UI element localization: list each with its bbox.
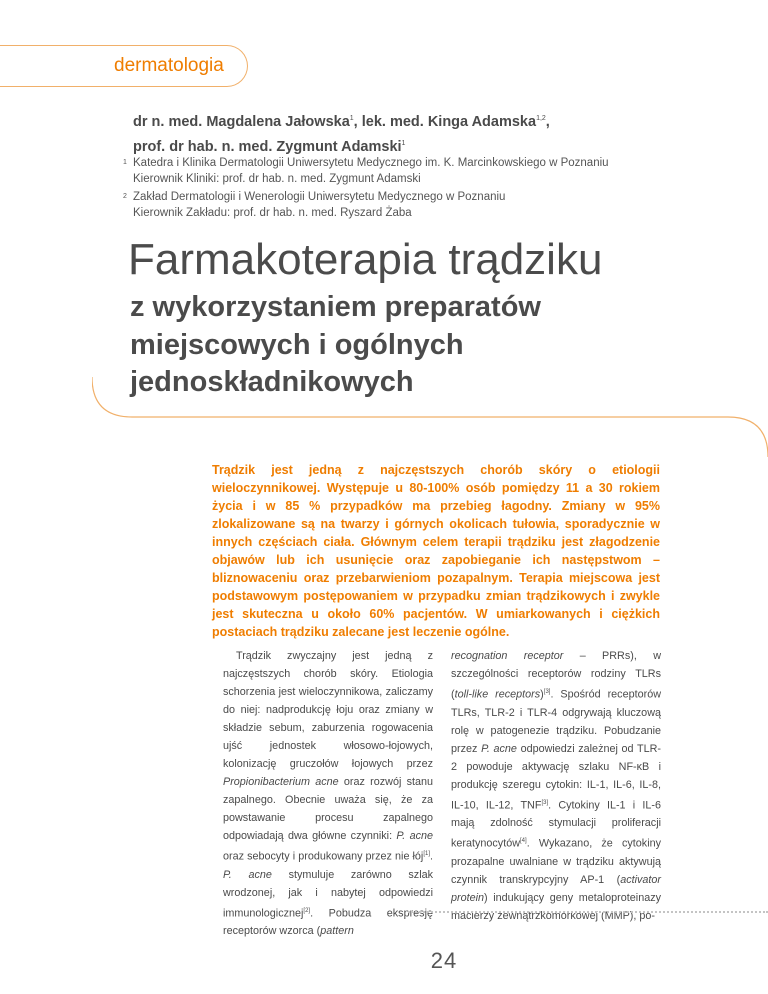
section-label: dermatologia xyxy=(114,55,224,76)
italic-term: recognation receptor xyxy=(451,650,564,662)
author-name: prof. dr hab. n. med. Zygmunt Adamski xyxy=(133,138,402,155)
author-name: , lek. med. Kinga Adamska xyxy=(353,113,537,130)
article-title: Farmakoterapia trądziku xyxy=(128,235,603,284)
body-column-right xyxy=(451,647,661,925)
affiliation-mark: 1 xyxy=(349,115,354,122)
body-text: . xyxy=(430,850,433,863)
author-list xyxy=(133,108,693,158)
affiliation-head: Kierownik Zakładu: prof. dr hab. n. med. Ryszard Żaba xyxy=(133,207,412,219)
species-name: P. acne xyxy=(396,830,433,842)
body-column-left xyxy=(223,647,433,940)
italic-term: toll-like receptors xyxy=(454,688,541,701)
footer-divider xyxy=(408,911,768,913)
species-name: Propionibacterium acne xyxy=(223,776,339,788)
body-text: . Spośród receptorów TLRs, TLR-2 i TLR-4 odgrywają kluczową rolę w patogenezie trądziku. Pobudzanie przez xyxy=(451,688,661,755)
body-text: . Wykazano, że cytokiny prozapalne uwalniane w trądziku aktywują czynnik transkrypcyjny AP-1 ( xyxy=(451,837,661,886)
citation-ref: [3] xyxy=(541,799,549,806)
affiliation xyxy=(123,155,733,187)
citation-ref: [1] xyxy=(423,851,430,857)
citation-ref: [4] xyxy=(520,838,527,845)
body-text: stymuluje zarówno szlak wrodzonej, jak i nabytej odpowiedzi immunologicznej xyxy=(223,868,433,920)
body-text: ) indukujący geny metaloproteinazy macierzy zewnątrzkomórkowej (MMP), po- xyxy=(451,891,661,922)
abstract: Trądzik jest jedną z najczęstszych chorób skóry o etiologii wieloczynnikowej. Występuje u 80-100% osób pomiędzy 11 a 30 rokiem życia i w 85 % przypadków ma przebieg łagodny. Zmiany w 95% zlokalizowane są na twarzy i górnych okolicach tułowia, sporadycznie w innych częściach ciała. Głównym celem terapii trądziku jest złagodzenie objawów lub ich usunięcie oraz zapobieganie ich następstwom – bliznowaceniu oraz przebarwieniom pozapalnym. Terapia miejscowa jest podstawowym postępowaniem w przypadku zmian trądzikowych i zwykle jest skuteczna u około 60% pacjentów. W umiarkowanych i ciężkich postaciach trądziku zalecane jest leczenie ogólne. xyxy=(212,463,660,639)
decorative-curve xyxy=(92,377,768,457)
affiliation xyxy=(123,189,733,221)
affiliation-institution: Katedra i Klinika Dermatologii Uniwersytetu Medycznego im. K. Marcinkowskiego w Poznaniu xyxy=(133,157,609,169)
author-separator: , xyxy=(545,113,550,130)
species-name: P. acne xyxy=(223,868,272,881)
italic-term: pattern xyxy=(320,925,354,938)
body-text: ) xyxy=(540,688,544,701)
species-name: P. acne xyxy=(481,742,517,755)
page-number: 24 xyxy=(430,948,458,973)
article-subtitle: z wykorzystaniem preparatów miejscowych i ogólnych jednoskładnikowych xyxy=(130,291,541,398)
body-text: . Cytokiny IL-1 i IL-6 mają zdolność stymulacji proliferacji keratynocytów xyxy=(451,799,661,850)
affiliation-institution: Zakład Dermatologii i Wenerologii Uniwersytetu Medycznego w Poznaniu xyxy=(133,191,506,203)
body-text: – PRRs), w szczególności receptorów rodziny TLRs ( xyxy=(451,650,661,701)
body-text: . Pobudza ekspresję receptorów wzorca ( xyxy=(223,907,433,938)
affiliation-number: 1 xyxy=(123,159,127,166)
citation-ref: [2] xyxy=(303,907,311,914)
body-text: odpowiedzi zależnej od TLR-2 powoduje aktywację szlaku NF-κB i produkcję szeregu cytokin: IL-1, IL-6, IL-8, IL-10, IL-12, TNF xyxy=(451,742,661,812)
affiliation-head: Kierownik Kliniki: prof. dr hab. n. med. Zygmunt Adamski xyxy=(133,173,421,185)
body-text: Trądzik zwyczajny jest jedną z najczęstszych chorób skóry. Etiologia schorzenia jest wieloczynnikowa, zaliczamy do niej: nadprodukcję łoju oraz zmiany w składzie sebum, zaburzenia rogowacenia ujść jednostek włosowo-łojowych, kolonizację gruczołów łojowych przez xyxy=(223,650,433,770)
citation-ref: [3] xyxy=(543,689,551,695)
affiliation-mark: 1 xyxy=(401,139,406,147)
affiliation-number: 2 xyxy=(123,193,127,200)
author-name: dr n. med. Magdalena Jałowska xyxy=(133,113,350,130)
body-text: oraz rozwój stanu zapalnego. Obecnie uważa się, że za powstawanie procesu zapalnego odpowiadają dwa główne czynniki: xyxy=(223,776,433,842)
affiliation-mark: 1,2 xyxy=(536,115,546,122)
body-text: oraz sebocyty i produkowany przez nie łój xyxy=(223,850,424,863)
italic-term: activator protein xyxy=(451,873,661,904)
